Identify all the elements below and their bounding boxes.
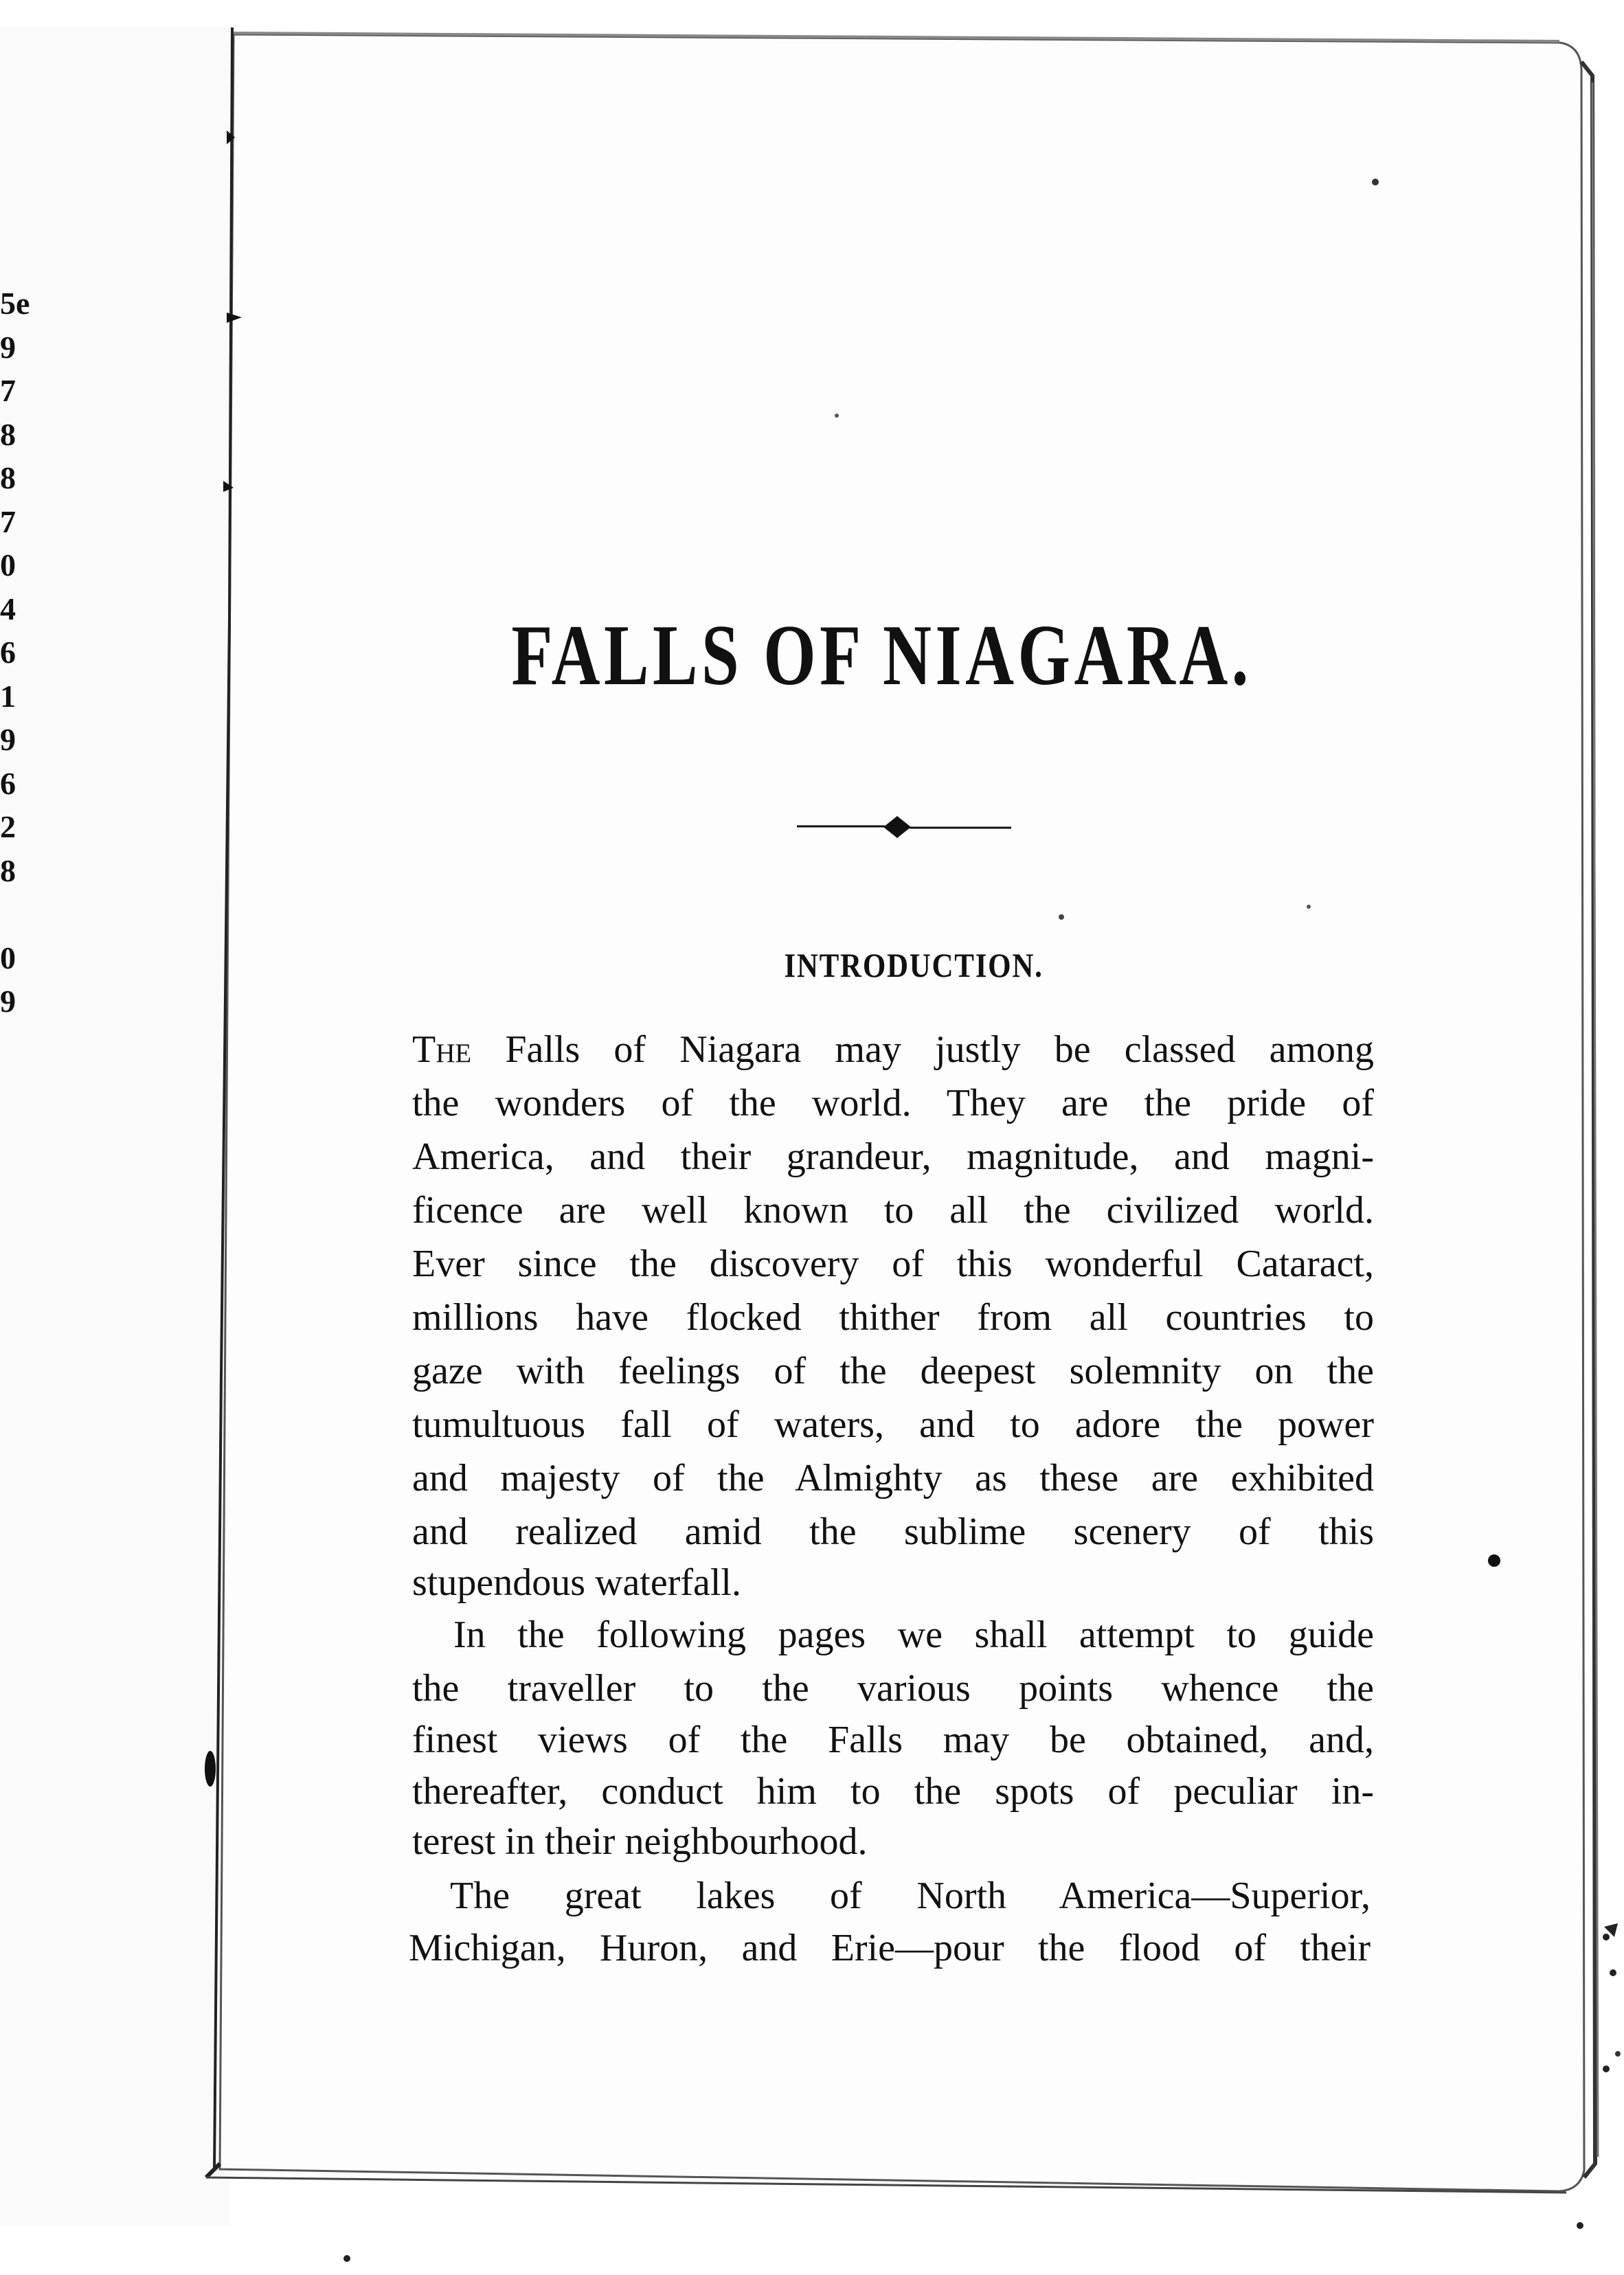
fragment: 9 — [0, 329, 16, 365]
fragment: 8 — [0, 460, 16, 495]
section-heading: INTRODUCTION. — [784, 946, 1044, 984]
text-line: the traveller to the various points whence the — [412, 1667, 1374, 1710]
text-line: finest views of the Falls may be obtained, and, — [412, 1719, 1374, 1761]
fragment: 9 — [0, 722, 16, 757]
text-line: The great lakes of North America—Superior, — [450, 1875, 1371, 1917]
fragment: 1 — [0, 678, 16, 714]
text-line: ficence are well known to all the civilized world. — [412, 1189, 1374, 1232]
text-line: tumultuous fall of waters, and to adore the power — [412, 1403, 1374, 1446]
fragment: 9 — [0, 984, 16, 1019]
page-title: FALLS OF NIAGARA. — [511, 608, 1252, 703]
text-line: and realized amid the sublime scenery of this — [412, 1510, 1374, 1553]
fragment: 6 — [0, 635, 16, 670]
drop-word: The — [412, 1028, 472, 1071]
text-line: thereafter, conduct him to the spots of peculiar in- — [412, 1770, 1374, 1813]
text-line: Michigan, Huron, and Erie—pour the flood of their — [409, 1927, 1371, 1969]
fragment: 6 — [0, 765, 16, 801]
fragment: 8 — [0, 416, 16, 452]
fragment — [0, 892, 15, 936]
text-line: Ever since the discovery of this wonderful Cataract, — [412, 1243, 1374, 1285]
text-line: gaze with feelings of the deepest solemnity on the — [412, 1350, 1374, 1392]
text-line: terest in their neighbourhood. — [412, 1820, 868, 1863]
fragment: 0 — [0, 547, 16, 582]
text-line: the wonders of the world. They are the pride of — [412, 1082, 1374, 1124]
text-line: The Falls of Niagara may justly be classed among — [412, 1028, 1374, 1071]
text-line: In the following pages we shall attempt to guide — [453, 1614, 1374, 1656]
fragment: 7 — [0, 503, 16, 539]
fragment: 5e — [0, 286, 30, 321]
fragment: 7 — [0, 373, 16, 408]
fragment: 2 — [0, 809, 16, 844]
text-line: and majesty of the Almighty as these are exhibited — [412, 1457, 1374, 1499]
facing-page-fragments — [0, 282, 30, 1023]
fragment: 0 — [0, 940, 16, 975]
fragment: 8 — [0, 852, 16, 888]
text-line: millions have flocked thither from all countries to — [412, 1296, 1374, 1339]
text-line: America, and their grandeur, magnitude, and magni- — [412, 1135, 1374, 1178]
fragment: 4 — [0, 591, 16, 626]
text-line: stupendous waterfall. — [412, 1561, 741, 1604]
